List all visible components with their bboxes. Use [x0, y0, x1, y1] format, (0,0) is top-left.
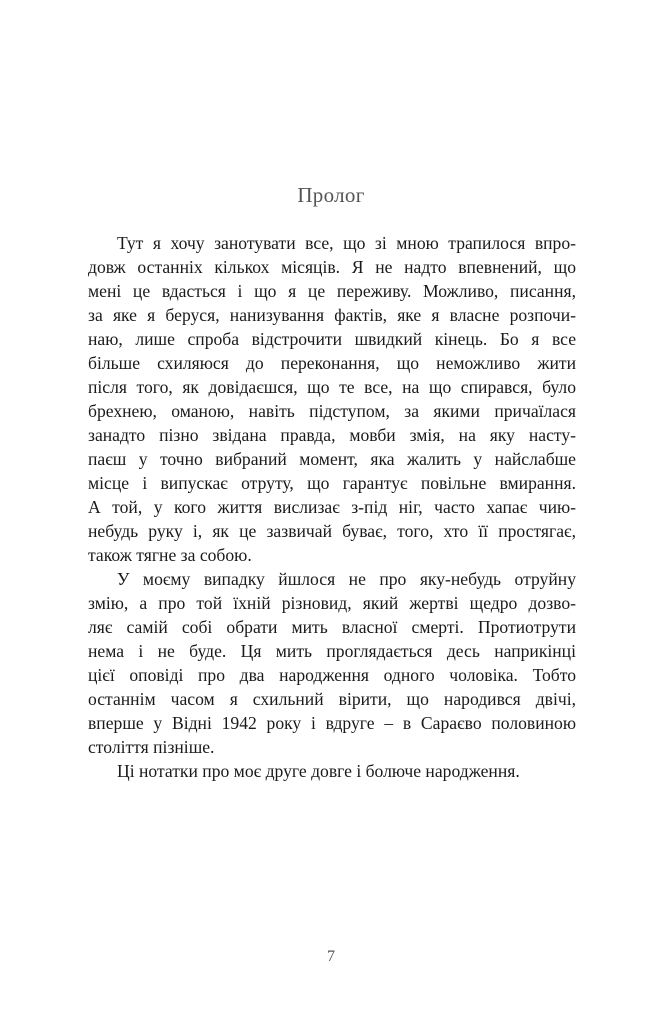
text-line: А той, у кого життя вислизає з-під ніг, часто хапає чию- [88, 497, 576, 517]
text-line: століття пізніше. [88, 737, 215, 757]
text-line: занадто пізно звідана правда, мовби змія, на яку насту- [88, 425, 576, 445]
text-line: мені це вдасться і що я це переживу. Можливо, писання, [88, 281, 576, 301]
text-line: також тягне за собою. [88, 545, 252, 565]
paragraph-2 [88, 567, 576, 759]
text-line: останнім часом я схильний вірити, що народився двічі, [88, 689, 576, 709]
text-line: місце і випускає отруту, що гарантує повільне вмирання. [88, 473, 576, 493]
text-line: паєш у точно вибраний момент, яка жалить у найслабше [88, 449, 576, 469]
text-line: за яке я беруся, нанизування фактів, яке я власне розпочи- [88, 305, 576, 325]
text-line: У моєму випадку йшлося не про яку-небудь отруйну [117, 569, 576, 589]
text-line: змію, а про той їхній різновид, який жертві щедро дозво- [88, 593, 576, 613]
text-line: цієї оповіді про два народження одного чоловіка. Тобто [88, 665, 576, 685]
text-line: Тут я хочу занотувати все, що зі мною трапилося впро- [117, 233, 576, 253]
text-line: більше схиляюся до переконання, що неможливо жити [88, 353, 576, 373]
text-line: ляє самій собі обрати мить власної смерті. Протиотрути [88, 617, 576, 637]
text-line: наю, лише спроба відстрочити швидкий кінець. Бо я все [88, 329, 576, 349]
paragraph-3 [88, 759, 576, 783]
chapter-title: Пролог [297, 183, 365, 207]
text-line: вперше у Відні 1942 року і вдруге – в Сараєво половиною [88, 713, 576, 733]
text-line: брехнею, оманою, навіть підступом, за якими причаїлася [88, 401, 576, 421]
text-line: нема і не буде. Ця мить проглядається десь наприкінці [88, 641, 576, 661]
page-number: 7 [327, 948, 335, 965]
chapter-body [88, 231, 576, 783]
text-line: Ці нотатки про моє друге довге і болюче народження. [117, 761, 520, 781]
text-line: після того, як довідаєшся, що те все, на що спирався, було [88, 377, 576, 397]
text-line: довж останніх кількох місяців. Я не надто впевнений, що [88, 257, 576, 277]
text-line: небудь руку і, як це зазвичай буває, того, хто її простягає, [88, 521, 576, 541]
paragraph-1 [88, 231, 576, 567]
